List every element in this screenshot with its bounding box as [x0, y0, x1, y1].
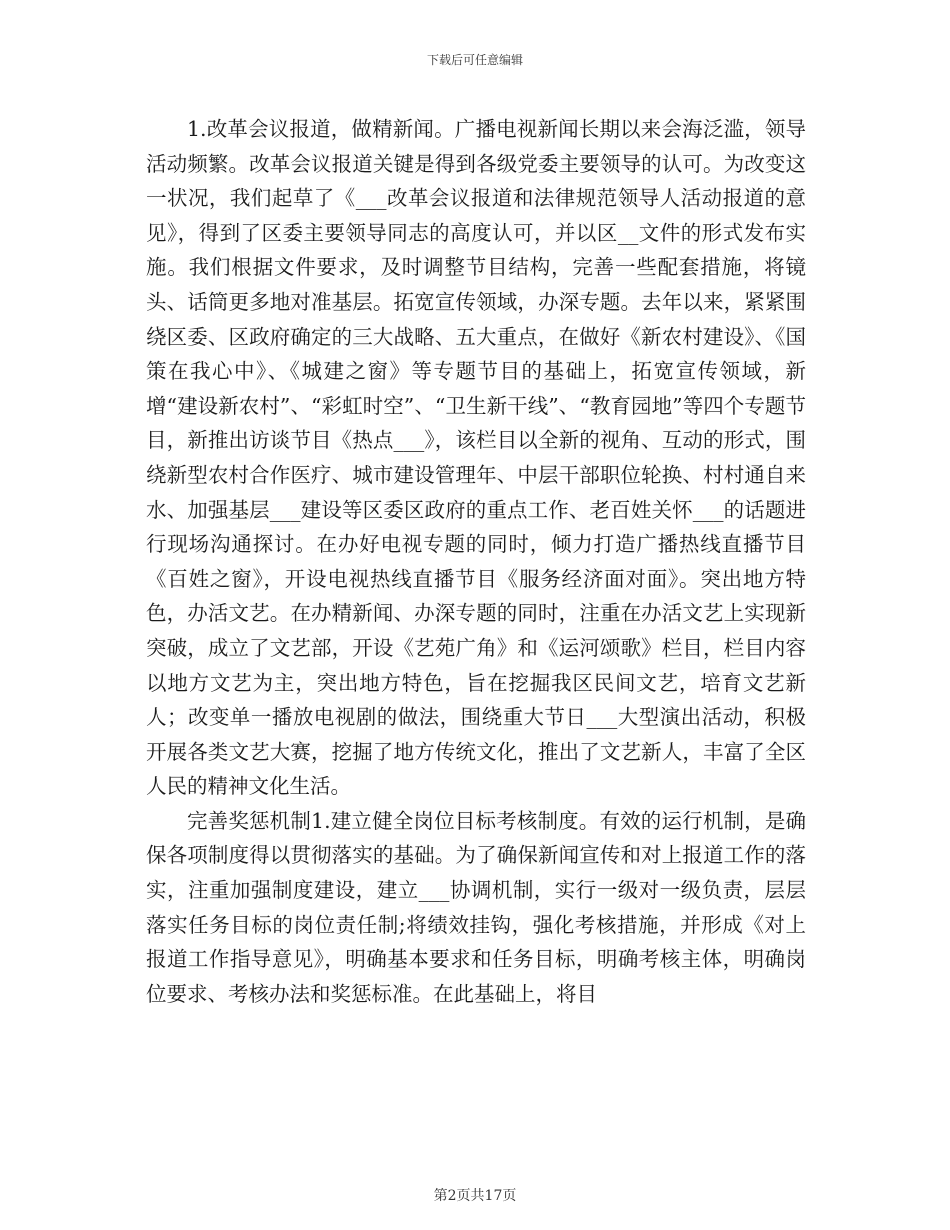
document-body: [146, 112, 806, 1011]
paragraph-1: 1.改革会议报道，做精新闻。广播电视新闻长期以来会海泛滥，领导活动频繁。改革会议报道关键是得到各级党委主要领导的认可。为改变这一状况，我们起草了《___改革会议报道和法律规范领导人活动报道的意见》，得到了区委主要领导同志的高度认可，并以区__文件的形式发布实施。我们根据文件要求，及时调整节目结构，完善一些配套措施，将镜头、话筒更多地对准基层。拓宽宣传领域，办深专题。去年以来，紧紧围绕区委、区政府确定的三大战略、五大重点，在做好《新农村建设》、《国策在我心中》、《城建之窗》等专题节目的基础上，拓宽宣传领域，新增“建设新农村”、“彩虹时空”、“卫生新干线”、“教育园地”等四个专题节目，新推出访谈节目《热点___》，该栏目以全新的视角、互动的形式，围绕新型农村合作医疗、城市建设管理年、中层干部职位轮换、村村通自来水、加强基层___建设等区委区政府的重点工作、老百姓关怀___的话题进行现场沟通探讨。在办好电视专题的同时，倾力打造广播热线直播节目《百姓之窗》，开设电视热线直播节目《服务经济面对面》。突出地方特色，办活文艺。在办精新闻、办深专题的同时，注重在办活文艺上实现新突破，成立了文艺部，开设《艺苑广角》和《运河颂歌》栏目，栏目内容以地方文艺为主，突出地方特色，旨在挖掘我区民间文艺，培育文艺新人；改变单一播放电视剧的做法，围绕重大节日___大型演出活动，积极开展各类文艺大赛，挖掘了地方传统文化，推出了文艺新人，丰富了全区人民的精神文化生活。: [146, 117, 806, 799]
paragraph-2: 完善奖惩机制1.建立健全岗位目标考核制度。有效的运行机制，是确保各项制度得以贯彻落实的基础。为了确保新闻宣传和对上报道工作的落实，注重加强制度建设，建立___协调机制，实行一级对一级负责，层层落实任务目标的岗位责任制;将绩效挂钩，强化考核措施，并形成《对上报道工作指导意见》，明确基本要求和任务目标，明确考核主体，明确岗位要求、考核办法和奖惩标准。在此基础上，将目: [146, 808, 806, 1006]
page-number: 第2页共17页: [433, 1188, 517, 1204]
page-header-note: 下载后可任意编辑: [426, 53, 523, 67]
